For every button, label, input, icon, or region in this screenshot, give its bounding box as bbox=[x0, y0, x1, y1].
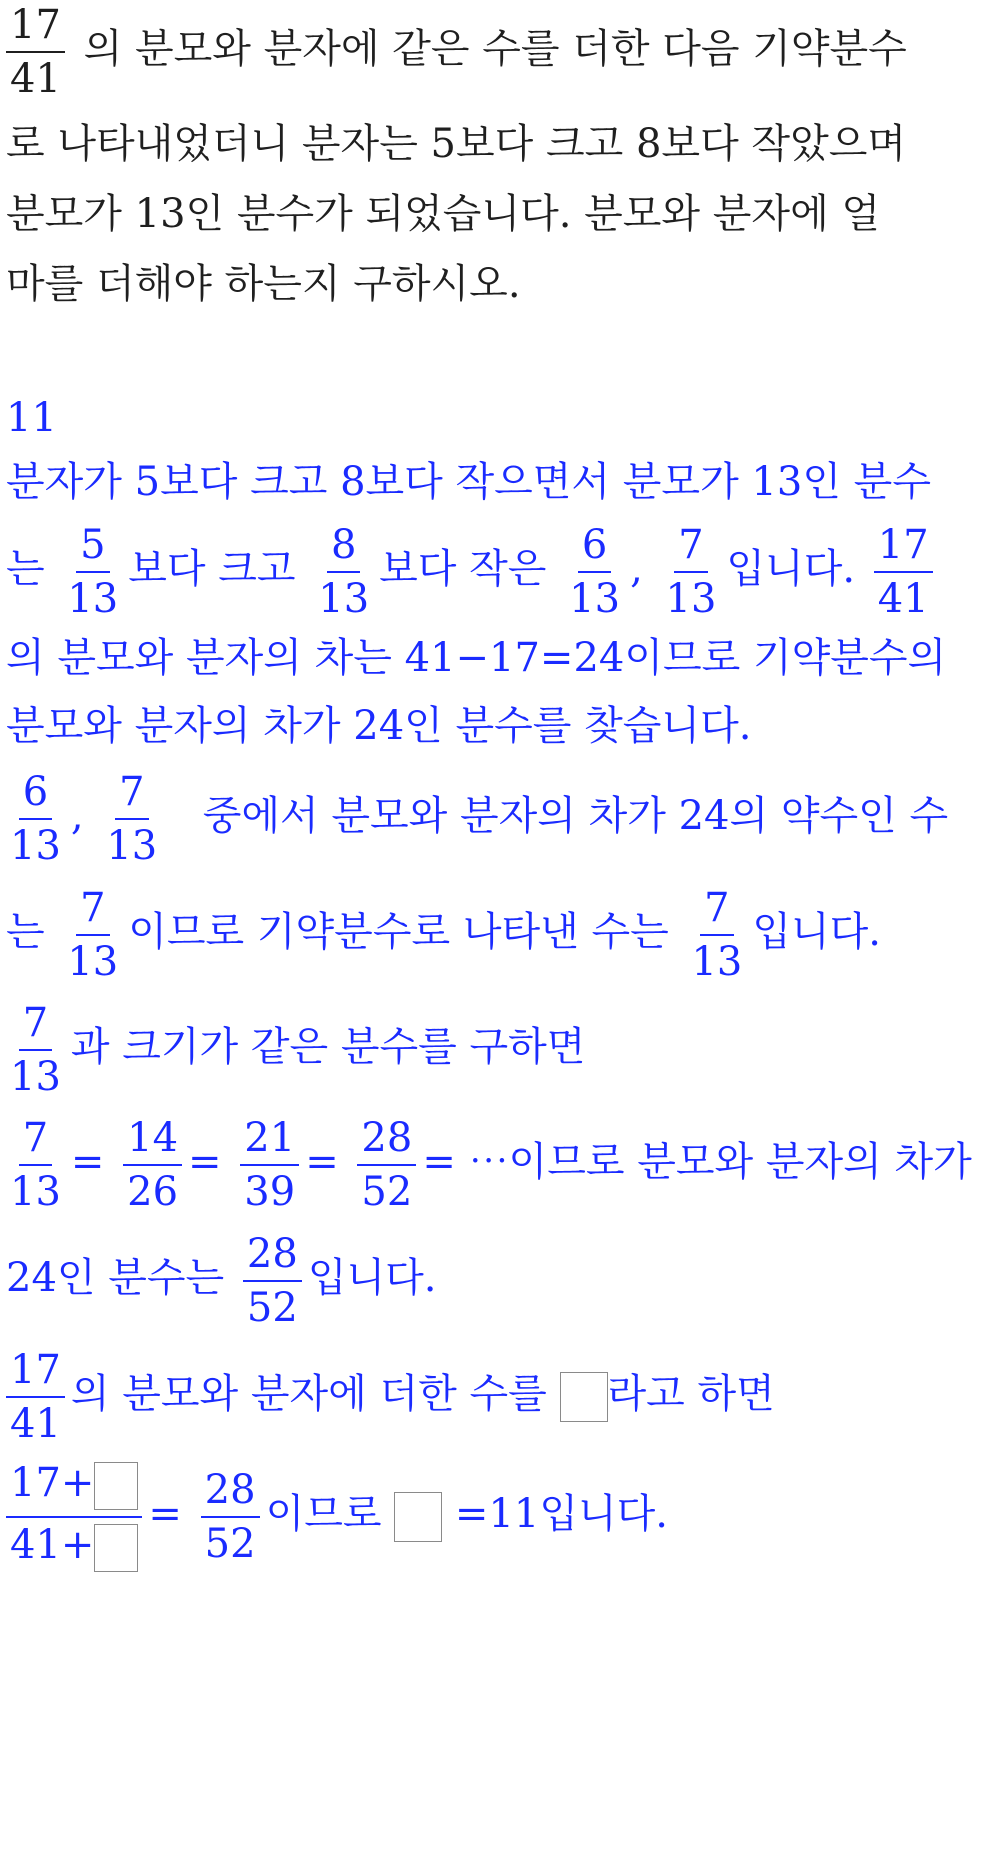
solution-line-5 bbox=[6, 769, 949, 869]
numerator: 28 bbox=[357, 1118, 416, 1166]
numerator: 6 bbox=[19, 772, 52, 820]
blank-box bbox=[94, 1462, 138, 1510]
fraction-28-52 bbox=[201, 1467, 260, 1567]
solution-text: 의 분모와 분자에 더한 수를 bbox=[70, 1371, 547, 1417]
denominator: 13 bbox=[10, 1054, 61, 1100]
fraction-7-13 bbox=[102, 769, 161, 869]
denominator: 13 bbox=[10, 1169, 61, 1215]
blank-box bbox=[94, 1524, 138, 1572]
comma: , bbox=[630, 546, 643, 592]
solution-text-8: ⋯이므로 분모와 분자의 차가 bbox=[468, 1139, 972, 1185]
denominator: 52 bbox=[246, 1285, 298, 1331]
solution-text-1: 분자가 5보다 크고 8보다 작으면서 분모가 13인 분수 bbox=[6, 459, 931, 505]
denominator: 13 bbox=[10, 823, 61, 869]
denominator-prefix: 41+ bbox=[10, 1522, 95, 1568]
comma: , bbox=[70, 793, 84, 839]
fraction-6-13 bbox=[6, 769, 65, 869]
fraction-7-13 bbox=[6, 1115, 65, 1215]
numerator: 28 bbox=[243, 1234, 302, 1282]
denominator: 26 bbox=[127, 1169, 179, 1215]
denominator bbox=[6, 1518, 142, 1572]
answer-number: 11 bbox=[6, 395, 57, 441]
numerator-prefix: 17+ bbox=[10, 1460, 95, 1506]
numerator bbox=[6, 1462, 142, 1518]
fraction-8-13 bbox=[314, 522, 373, 622]
blank-box bbox=[394, 1492, 442, 1542]
denominator: 13 bbox=[106, 823, 158, 869]
solution-text-3: 의 분모와 분자의 차는 41−17=24이므로 기약분수의 bbox=[6, 635, 947, 681]
solution-line-6 bbox=[6, 885, 881, 985]
numerator: 21 bbox=[240, 1118, 299, 1166]
equals-sign: = bbox=[422, 1139, 456, 1185]
solution-text-5: 중에서 분모와 분자의 차가 24의 약수인 수 bbox=[202, 793, 949, 839]
solution-line-3 bbox=[6, 632, 946, 684]
denominator: 52 bbox=[361, 1169, 413, 1215]
fraction-21-39 bbox=[240, 1115, 299, 1215]
denominator: 13 bbox=[691, 939, 743, 985]
denominator: 52 bbox=[204, 1521, 256, 1567]
numerator: 7 bbox=[700, 888, 733, 936]
question-text-3: 분모가 13인 분수가 되었습니다. 분모와 분자에 얼 bbox=[6, 191, 881, 237]
numerator: 28 bbox=[201, 1470, 260, 1518]
fraction-17-41 bbox=[6, 2, 65, 102]
question-line-3 bbox=[6, 188, 880, 240]
fraction-17-41 bbox=[6, 1347, 65, 1447]
solution-text: =11입니다. bbox=[454, 1491, 668, 1537]
question-line-2 bbox=[6, 118, 906, 170]
question-line-1 bbox=[6, 2, 907, 102]
fraction-7-13 bbox=[687, 885, 746, 985]
solution-text: 24인 분수는 bbox=[6, 1255, 225, 1301]
fraction-28-52 bbox=[357, 1115, 416, 1215]
solution-line-8 bbox=[6, 1115, 972, 1215]
numerator: 8 bbox=[327, 525, 360, 573]
fraction-7-13 bbox=[6, 1000, 65, 1100]
numerator: 7 bbox=[674, 525, 707, 573]
fraction-14-26 bbox=[123, 1115, 182, 1215]
equals-sign: = bbox=[305, 1139, 339, 1185]
numerator: 7 bbox=[76, 888, 109, 936]
question-text-1: 의 분모와 분자에 같은 수를 더한 다음 기약분수 bbox=[83, 26, 907, 72]
fraction-7-13 bbox=[63, 885, 122, 985]
numerator: 7 bbox=[19, 1003, 52, 1051]
solution-text: 입니다. bbox=[307, 1255, 437, 1301]
numerator: 7 bbox=[115, 772, 148, 820]
solution-text: 보다 작은 bbox=[379, 546, 547, 592]
solution-line-9 bbox=[6, 1231, 437, 1331]
solution-text: 입니다. bbox=[752, 909, 881, 955]
solution-line-4 bbox=[6, 700, 751, 752]
numerator: 17 bbox=[6, 1350, 65, 1398]
equals-sign: = bbox=[188, 1139, 222, 1185]
solution-text: 라고 하면 bbox=[607, 1371, 775, 1417]
solution-text: 입니다. bbox=[726, 546, 856, 592]
denominator: 13 bbox=[665, 576, 717, 622]
numerator: 6 bbox=[578, 525, 611, 573]
answer-value bbox=[6, 392, 57, 444]
denominator: 39 bbox=[244, 1169, 296, 1215]
numerator: 17 bbox=[6, 5, 65, 53]
denominator: 13 bbox=[67, 576, 119, 622]
question-line-4 bbox=[6, 258, 521, 310]
solution-line-10 bbox=[6, 1347, 775, 1447]
solution-text: 는 bbox=[6, 909, 45, 955]
fraction-17-41 bbox=[874, 522, 933, 622]
numerator: 5 bbox=[76, 525, 109, 573]
fraction-5-13 bbox=[63, 522, 122, 622]
solution-text: 이므로 기약분수로 나타낸 수는 bbox=[128, 909, 669, 955]
solution-text: 이므로 bbox=[265, 1491, 382, 1537]
solution-line-11 bbox=[6, 1462, 668, 1572]
fraction-28-52 bbox=[243, 1231, 302, 1331]
solution-line-2 bbox=[6, 522, 939, 622]
equals-sign: = bbox=[70, 1139, 105, 1185]
solution-text-7: 과 크기가 같은 분수를 구하면 bbox=[70, 1024, 586, 1070]
solution-line-7 bbox=[6, 1000, 586, 1100]
denominator: 13 bbox=[67, 939, 119, 985]
denominator: 41 bbox=[877, 576, 929, 622]
solution-line-1 bbox=[6, 456, 931, 508]
fraction-with-blanks bbox=[6, 1462, 142, 1572]
numerator: 14 bbox=[123, 1118, 182, 1166]
fraction-7-13 bbox=[662, 522, 721, 622]
equals-sign: = bbox=[148, 1491, 182, 1537]
numerator: 17 bbox=[874, 525, 933, 573]
solution-text: 보다 크고 bbox=[128, 546, 296, 592]
denominator: 41 bbox=[10, 1401, 61, 1447]
blank-box bbox=[560, 1372, 608, 1422]
fraction-6-13 bbox=[565, 522, 624, 622]
denominator: 13 bbox=[569, 576, 621, 622]
denominator: 13 bbox=[318, 576, 370, 622]
denominator: 41 bbox=[10, 56, 61, 102]
numerator: 7 bbox=[19, 1118, 52, 1166]
solution-text-4: 분모와 분자의 차가 24인 분수를 찾습니다. bbox=[6, 703, 752, 749]
question-text-4: 마를 더해야 하는지 구하시오. bbox=[6, 261, 521, 307]
question-text-2: 로 나타내었더니 분자는 5보다 크고 8보다 작았으며 bbox=[6, 121, 906, 167]
solution-text: 는 bbox=[6, 546, 45, 592]
